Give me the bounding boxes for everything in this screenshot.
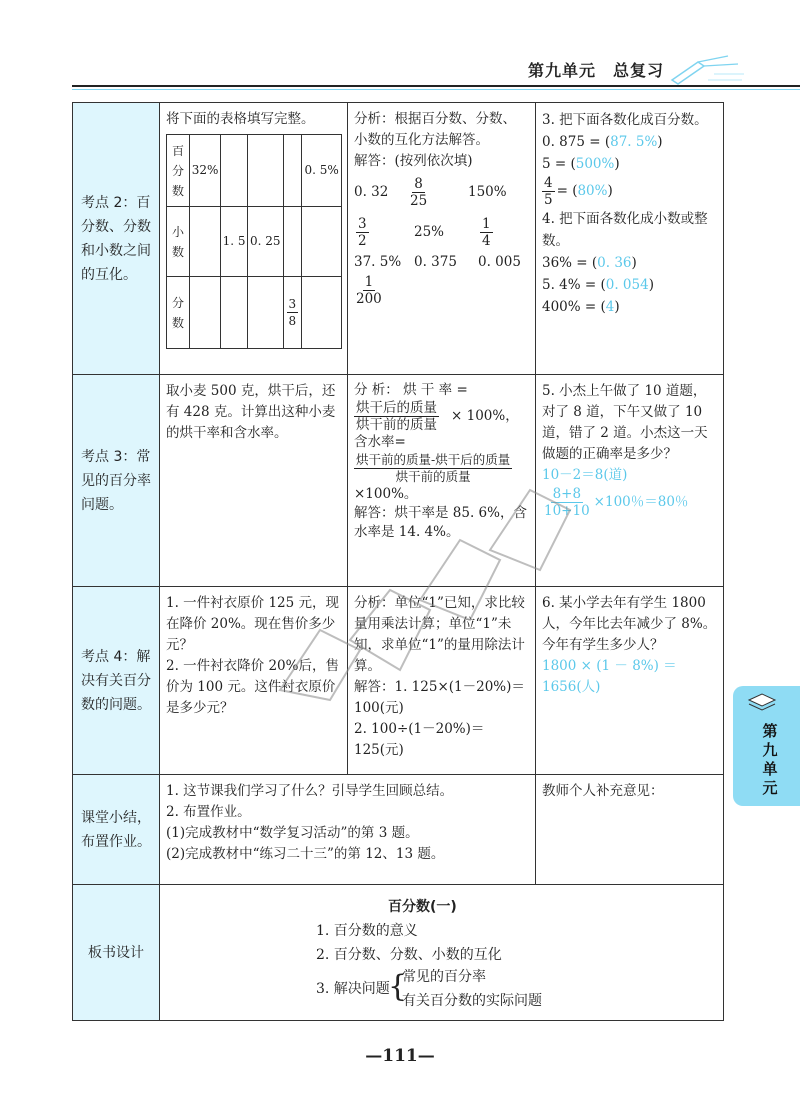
exercise-question: 5. 小杰上午做了 10 道题，对了 8 道，下午又做了 10 道，错了 2 道。小杰这一天做题的正确率是多少？ xyxy=(542,383,708,462)
answer-row: $\frac{3}{2}$ 25% $\frac{1}{4}$ xyxy=(358,215,491,249)
fraction: $\frac{\text{烘干前的质量-烘干后的质量}}{\text{烘干前的质量}}$ xyxy=(356,452,511,484)
exercise-question: 6. 某小学去年有学生 1800 人，今年比去年减少了 8%。今年有学生多少人？ xyxy=(542,595,717,653)
category-cell: 考点 3：常见的百分率问题。 xyxy=(73,375,160,587)
table-row xyxy=(73,375,724,587)
table-cell xyxy=(221,277,248,349)
board-item: 2. 百分数、分数、小数的互化 xyxy=(316,947,502,963)
fraction: $\frac{\text{烘干后的质量}}{\text{烘干前的质量}}$ xyxy=(356,400,437,433)
table-cell xyxy=(221,135,248,207)
board-subitem: 有关百分数的实际问题 xyxy=(402,993,542,1009)
summary-cell xyxy=(160,775,536,885)
header-rule xyxy=(72,85,800,87)
answer-value: 87. 5% xyxy=(610,134,658,150)
analysis-cell xyxy=(348,103,536,375)
unit-side-tab-label: 第九单元 xyxy=(762,722,778,797)
board-item: 1. 百分数的意义 xyxy=(316,923,418,939)
table-row xyxy=(73,103,724,375)
table-cell xyxy=(283,135,302,207)
table-cell xyxy=(283,207,302,277)
answer-text: 2. 100÷(1－20%)＝125(元) xyxy=(354,721,485,758)
fraction: $\frac{1}{200}$ xyxy=(356,274,382,307)
question-text: 取小麦 500 克，烘干后，还有 428 克。计算出这种小麦的烘干率和含水率。 xyxy=(166,383,336,441)
header-rule-accent xyxy=(72,89,800,90)
exercise-question: 4. 把下面各数化成小数或整数。 xyxy=(542,211,708,249)
analysis-text: 分 析： 烘 干 率 = xyxy=(354,382,468,398)
analysis-text: ×100%。 xyxy=(354,486,418,502)
exercise-line: 0. 875 = (87. 5%) xyxy=(542,134,663,150)
table-row xyxy=(73,885,724,1021)
table-cell: 32% xyxy=(190,135,221,207)
answer-value: 0. 054 xyxy=(605,277,649,293)
analysis-cell xyxy=(348,587,536,775)
brace-icon: { xyxy=(388,969,408,1004)
answer-label: 解答：(按列依次填) xyxy=(354,153,473,169)
category-cell: 板书设计 xyxy=(73,885,160,1021)
conversion-table xyxy=(166,134,342,349)
analysis-text: 含水率= xyxy=(354,434,406,450)
answer-value: $\frac{8+8}{10+10}$ ×100％＝80％ xyxy=(544,486,689,519)
summary-line: (2)完成教材中“练习二十三”的第 12、13 题。 xyxy=(166,846,445,862)
question-text: 将下面的表格填写完整。 xyxy=(166,111,315,127)
exercise-line: 5 = (500%) xyxy=(542,156,620,172)
question-text: 2. 一件衬衣降价 20%后，售价为 100 元。这件衬衣原价是多少元？ xyxy=(166,658,339,716)
answer-value: 0. 36 xyxy=(597,255,632,271)
table-cell xyxy=(302,207,342,277)
exercise-cell xyxy=(536,587,724,775)
answer-value: 500% xyxy=(575,156,615,172)
answer-text: 解答：烘干率是 85. 6%，含水率是 14. 4%。 xyxy=(354,505,527,540)
table-row xyxy=(73,587,724,775)
exercise-cell xyxy=(536,103,724,375)
category-cell: 课堂小结，布置作业。 xyxy=(73,775,160,885)
exercise-line: $\frac{4}{5}$ = (80%) xyxy=(544,175,613,208)
analysis-cell xyxy=(348,375,536,587)
exercise-line: 5. 4% = (0. 054) xyxy=(542,277,654,293)
teacher-notes-cell xyxy=(536,775,724,885)
table-row xyxy=(73,775,724,885)
row-label-decimal: 小数 xyxy=(167,207,190,277)
answer-text: 解答：1. 125×(1－20%)＝100(元) xyxy=(354,679,525,716)
board-item: 3. 解决问题 xyxy=(316,981,390,997)
answer-value: 1800 × (1 － 8%) ＝ 1656(人) xyxy=(542,658,677,695)
question-text: 1. 一件衬衣原价 125 元，现在降价 20%。现在售价多少元？ xyxy=(166,595,340,653)
table-cell xyxy=(302,277,342,349)
row-label-percent: 百分数 xyxy=(167,135,190,207)
fraction: $\frac{4}{5}$ xyxy=(544,175,553,208)
table-cell xyxy=(190,207,221,277)
table-cell xyxy=(248,135,283,207)
table-cell xyxy=(283,277,302,349)
table-cell: 0. 5% xyxy=(302,135,342,207)
answer-row xyxy=(354,274,529,307)
summary-line: 2. 布置作业。 xyxy=(166,804,251,820)
board-title: 百分数(一) xyxy=(388,899,457,915)
question-cell xyxy=(160,375,348,587)
teacher-notes-label: 教师个人补充意见： xyxy=(542,783,664,799)
page-header-title: 第九单元 总复习 xyxy=(528,61,665,80)
book-icon xyxy=(745,690,779,718)
category-cell: 考点 4：解决有关百分数的问题。 xyxy=(73,587,160,775)
summary-line: 1. 这节课我们学习了什么？引导学生回顾总结。 xyxy=(166,783,454,799)
page-number: —111— xyxy=(365,1046,435,1066)
category-cell: 考点 2：百分数、分数和小数之间的互化。 xyxy=(73,103,160,375)
lesson-table xyxy=(72,102,724,1021)
question-cell xyxy=(160,587,348,775)
summary-line: (1)完成教材中“数学复习活动”的第 3 题。 xyxy=(166,825,419,841)
fraction: $\frac{3}{8}$ xyxy=(288,297,297,328)
fraction: $\frac{8}{25}$ xyxy=(410,175,428,209)
question-cell xyxy=(160,103,348,375)
fraction: $\frac{1}{4}$ xyxy=(482,215,491,249)
board-subitem: 常见的百分率 xyxy=(402,969,486,985)
table-cell xyxy=(248,277,283,349)
exercise-question: 3. 把下面各数化成百分数。 xyxy=(542,112,708,128)
board-design-cell xyxy=(160,885,724,1021)
analysis-text: 分析：单位“1”已知，求比较量用乘法计算；单位“1”未知，求单位“1”的量用除法计算。 xyxy=(354,595,525,674)
fraction: $\frac{8+8}{10+10}$ xyxy=(544,486,590,519)
exercise-line: 400% = (4) xyxy=(542,299,620,315)
answer-value: 10－2＝8(道) xyxy=(542,467,628,483)
exercise-cell xyxy=(536,375,724,587)
fraction: $\frac{3}{2}$ xyxy=(358,215,367,249)
analysis-text: 分析：根据百分数、分数、小数的互化方法解答。 xyxy=(354,111,516,148)
answer-value: 4 xyxy=(605,299,615,315)
pencil-decoration-icon xyxy=(668,54,746,86)
answer-row: 0. 32 $\frac{8}{25}$ 150% xyxy=(354,175,507,209)
table-cell: 1. 5 xyxy=(221,207,248,277)
table-cell xyxy=(190,277,221,349)
answer-row: 37. 5% 0. 375 0. 005 xyxy=(354,254,521,270)
table-cell: 0. 25 xyxy=(248,207,283,277)
formula: $\frac{\text{烘干后的质量}}{\text{烘干前的质量}}$ × 100%， xyxy=(356,400,519,433)
answer-value: 80% xyxy=(577,183,608,199)
row-label-fraction: 分数 xyxy=(167,277,190,349)
exercise-line: 36% = (0. 36) xyxy=(542,255,637,271)
